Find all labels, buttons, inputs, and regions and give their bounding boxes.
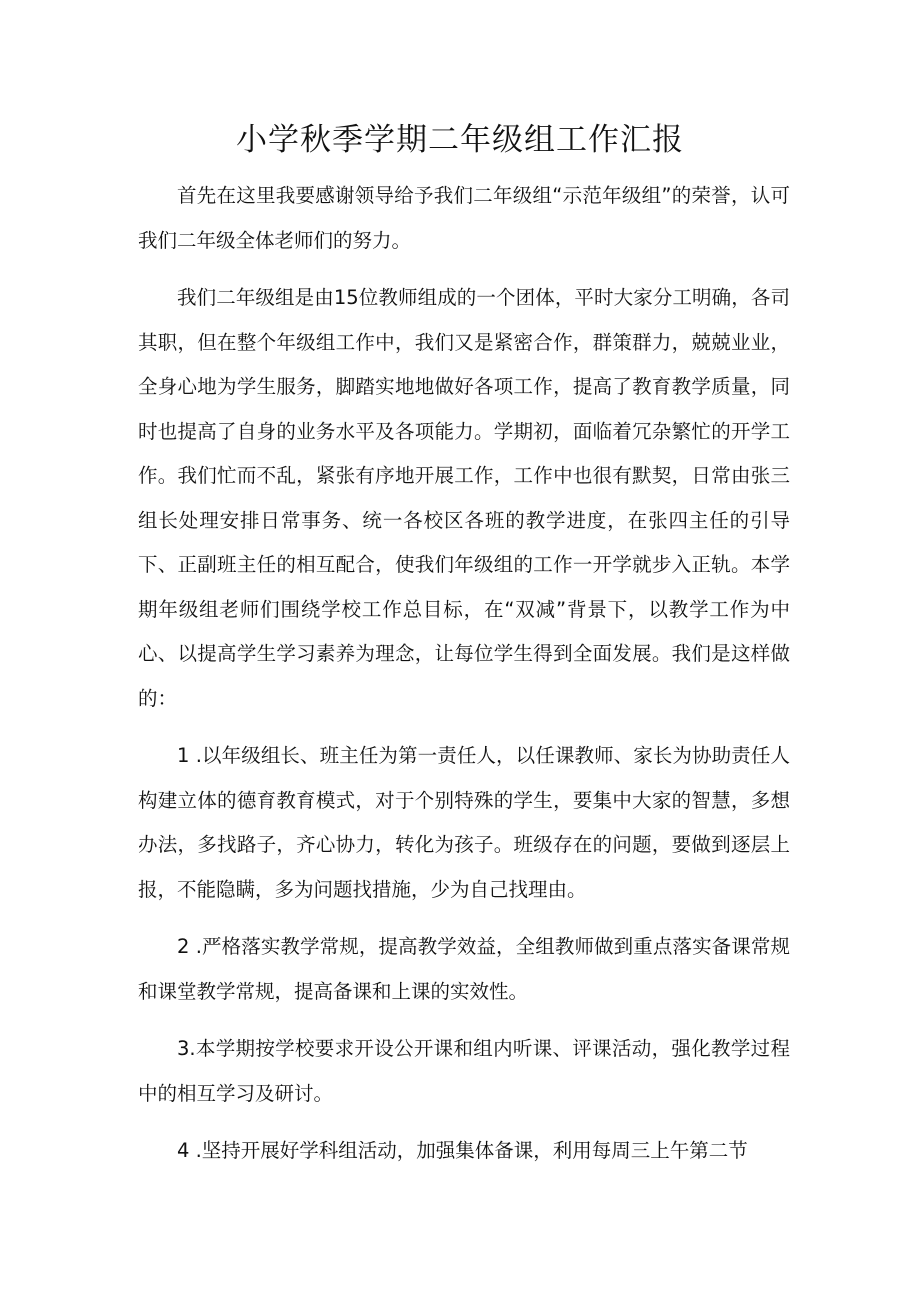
paragraph-team-overview: 我们二年级组是由15位教师组成的一个团体，平时大家分工明确，各司其职，但在整个年级组工作中，我们又是紧密合作，群策群力，兢兢业业，全身心地为学生服务，脚踏实地地做好各项工作，提高了教育教学质量，同时也提高了自身的业务水平及各项能力。学期初，面临着冗杂繁忙的开学工作。我们忙而不乱，紧张有序地开展工作，工作中也很有默契，日常由张三组长处理安排日常事务、统一各校区各班的教学进度，在张四主任的引导下、正副班主任的相互配合，使我们年级组的工作一开学就步入正轨。本学期年级组老师们围绕学校工作总目标，在“双减”背景下，以教学工作为中心、以提高学生学习素养为理念，让每位学生得到全面发展。我们是这样做的： [138, 286, 790, 710]
paragraph-item-2: 2 .严格落实教学常规，提高教学效益，全组教师做到重点落实备课常规和课堂教学常规，提高备课和上课的实效性。 [138, 935, 790, 1003]
paragraph-item-1: 1 .以年级组长、班主任为第一责任人，以任课教师、家长为协助责任人构建立体的德育教育模式，对于个别特殊的学生，要集中大家的智慧，多想办法，多找路子，齐心协力，转化为孩子。班级存在的问题，要做到逐层上报，不能隐瞒，多为问题找措施，少为自己找理由。 [138, 744, 790, 901]
paragraph-thanks: 首先在这里我要感谢领导给予我们二年级组“示范年级组”的荣誉，认可我们二年级全体老师们的努力。 [138, 184, 790, 252]
paragraph-item-4: 4 .坚持开展好学科组活动，加强集体备课，利用每周三上午第二节 [177, 1139, 748, 1162]
document-body [138, 174, 790, 1187]
paragraph-item-3: 3.本学期按学校要求开设公开课和组内听课、评课活动，强化教学过程中的相互学习及研讨。 [138, 1037, 790, 1105]
document-title: 小学秋季学期二年级组工作汇报 [236, 122, 684, 158]
